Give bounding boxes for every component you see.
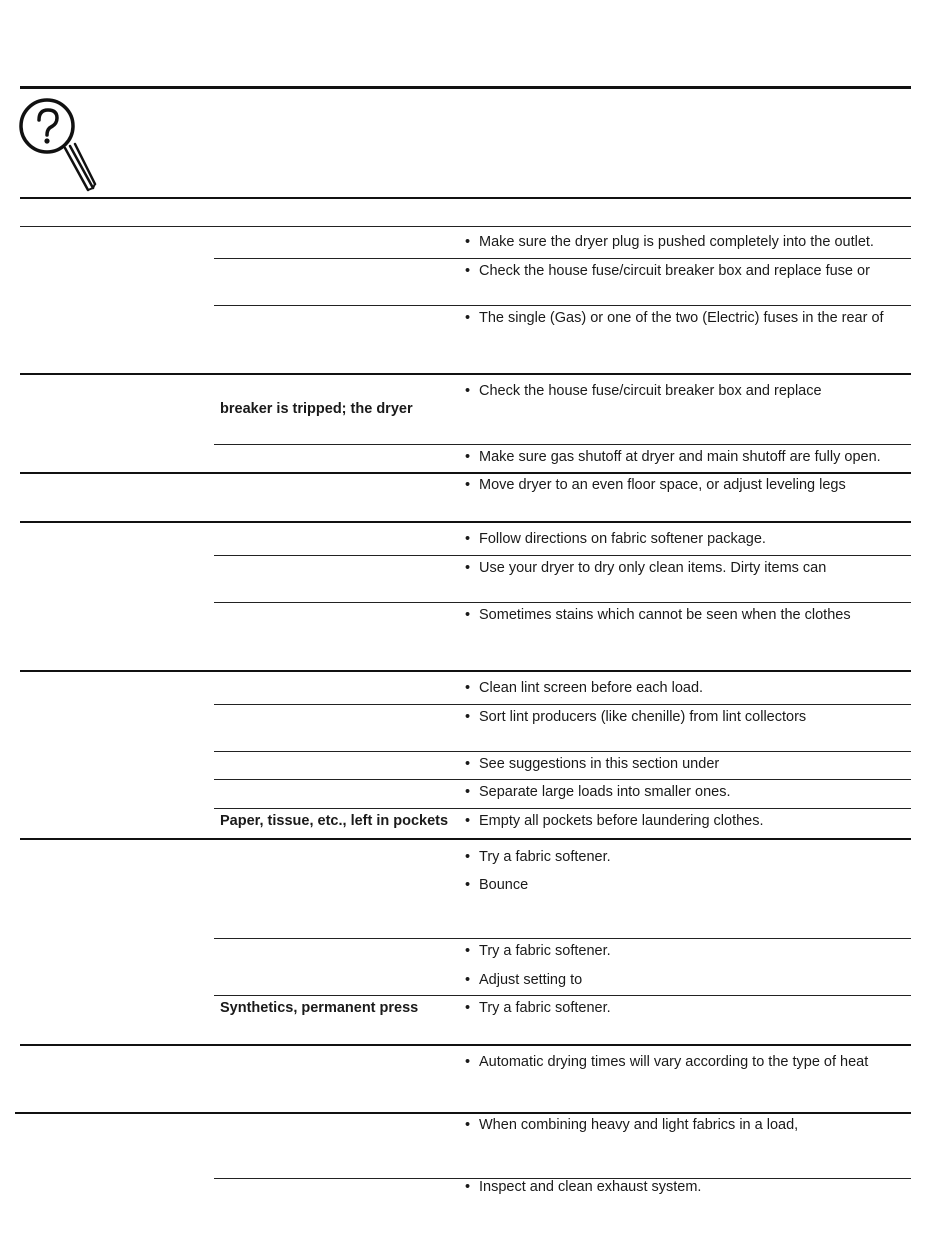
divider: [214, 555, 911, 556]
section-rule: [20, 521, 911, 523]
solution-plug: • Make sure the dryer plug is pushed completely into the outlet.: [479, 233, 874, 251]
section-rule: [15, 1112, 911, 1114]
divider: [214, 704, 911, 705]
divider: [214, 258, 911, 259]
solution-move-dryer: • Move dryer to an even floor space, or adjust leveling legs: [479, 476, 846, 494]
section-rule: [20, 373, 911, 375]
divider: [214, 808, 911, 809]
divider: [214, 602, 911, 603]
solution-try-softener: • Try a fabric softener.: [479, 942, 611, 960]
divider: [214, 444, 911, 445]
solution-single-fuse: • The single (Gas) or one of the two (Electric) fuses in the rear of: [479, 309, 884, 327]
section-rule: [20, 472, 911, 474]
divider: [214, 779, 911, 780]
divider: [214, 305, 911, 306]
solution-bounce: • Bounce: [479, 876, 528, 894]
solution-empty-pockets: • Empty all pockets before laundering clothes.: [479, 812, 764, 830]
solution-gas-shutoff: • Make sure gas shutoff at dryer and main shutoff are fully open.: [479, 448, 881, 466]
header-bottom-rule: [20, 197, 911, 199]
solution-combining: • When combining heavy and light fabrics in a load,: [479, 1116, 798, 1134]
solution-try-softener: • Try a fabric softener.: [479, 848, 611, 866]
cause-synthetics: Synthetics, permanent press: [220, 1000, 419, 1016]
section-rule: [20, 1044, 911, 1046]
solution-stains: • Sometimes stains which cannot be seen when the clothes: [479, 606, 851, 624]
magnifier-question-icon: [18, 96, 104, 196]
section-rule: [20, 838, 911, 840]
solution-try-softener: • Try a fabric softener.: [479, 999, 611, 1017]
solution-fuse-box-2: • Check the house fuse/circuit breaker box and replace: [479, 382, 822, 400]
solution-clean-items: • Use your dryer to dry only clean items. Dirty items can: [479, 559, 826, 577]
cause-paper: Paper, tissue, etc., left in pockets: [220, 813, 449, 829]
column-header-rule: [20, 226, 911, 227]
solution-adjust-setting: • Adjust setting to: [479, 971, 582, 989]
solution-fuse-box: • Check the house fuse/circuit breaker box and replace fuse or: [479, 262, 870, 280]
solution-softener-directions: • Follow directions on fabric softener package.: [479, 530, 766, 548]
solution-automatic-times: • Automatic drying times will vary according to the type of heat: [479, 1053, 868, 1071]
solution-sort-lint: • Sort lint producers (like chenille) from lint collectors: [479, 708, 806, 726]
solution-see-suggestions: • See suggestions in this section under: [479, 755, 719, 773]
divider: [214, 938, 911, 939]
divider: [214, 995, 911, 996]
header-top-rule: [20, 86, 911, 89]
solution-lint-screen: • Clean lint screen before each load.: [479, 679, 703, 697]
cause-breaker: breaker is tripped; the dryer: [220, 401, 413, 417]
solution-inspect-exhaust: • Inspect and clean exhaust system.: [479, 1178, 701, 1196]
divider: [214, 751, 911, 752]
section-rule: [20, 670, 911, 672]
solution-separate-loads: • Separate large loads into smaller ones.: [479, 783, 730, 801]
